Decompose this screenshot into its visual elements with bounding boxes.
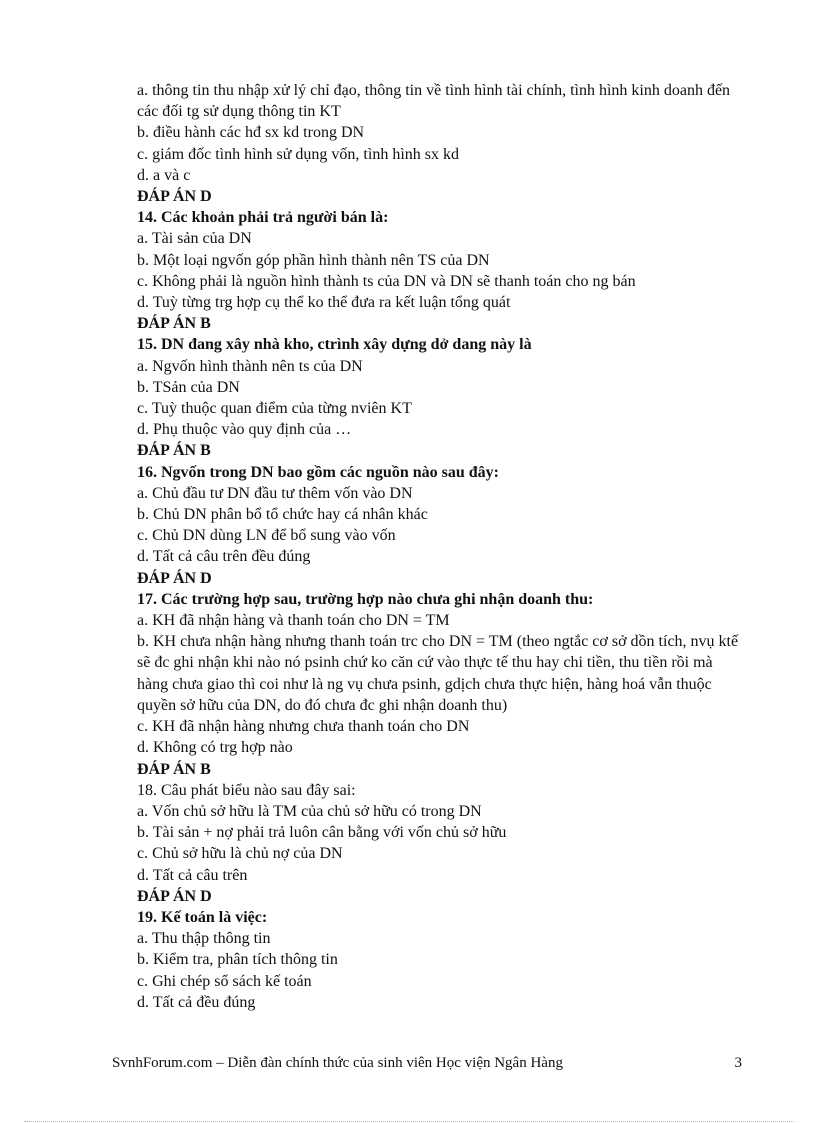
text-line: d. Tất cả câu trên đều đúng	[137, 548, 311, 566]
text-line: d. Tuỳ từng trg hợp cụ thể ko thể đưa ra kết luận tổng quát	[137, 294, 511, 312]
text-line: b. Chủ DN phân bổ tổ chức hay cá nhân khác	[137, 506, 428, 524]
page-footer	[112, 1055, 742, 1072]
page-bottom-divider	[24, 1121, 794, 1122]
heading-line: ĐÁP ÁN B	[137, 442, 211, 460]
text-line: 18. Câu phát biểu nào sau đây sai:	[137, 781, 356, 799]
heading-line: 14. Các khoản phải trả người bán là:	[137, 209, 389, 227]
text-line: a. Vốn chủ sở hữu là TM của chủ sở hữu có trong DN	[137, 802, 482, 820]
heading-line: 16. Ngvốn trong DN bao gồm các nguồn nào sau đây:	[137, 463, 499, 481]
text-line: các đối tg sử dụng thông tin KT	[137, 103, 341, 121]
text-line: d. Phụ thuộc vào quy định của …	[137, 421, 352, 439]
heading-line: 19. Kế toán là việc:	[137, 908, 268, 926]
text-line: c. Chủ sở hữu là chủ nợ của DN	[137, 845, 343, 863]
text-line: b. Một loại ngvốn góp phần hình thành nên TS của DN	[137, 251, 490, 269]
text-line: c. Tuỳ thuộc quan điểm của từng nviên KT	[137, 400, 412, 418]
text-line: a. Chủ đầu tư DN đầu tư thêm vốn vào DN	[137, 484, 413, 502]
text-line: a. Thu thập thông tin	[137, 930, 271, 948]
text-line: d. Tất cả đều đúng	[137, 993, 256, 1011]
footer-text: SvnhForum.com – Diễn đàn chính thức của sinh viên Học viện Ngân Hàng	[112, 1055, 563, 1071]
heading-line: 17. Các trường hợp sau, trường hợp nào chưa ghi nhận doanh thu:	[137, 590, 594, 608]
text-line: a. Tài sản của DN	[137, 230, 252, 248]
text-line: c. giám đốc tình hình sử dụng vốn, tình hình sx kd	[137, 145, 459, 163]
text-line: d. a và c	[137, 166, 191, 184]
text-line: c. Chủ DN dùng LN để bổ sung vào vốn	[137, 527, 396, 545]
heading-line: ĐÁP ÁN D	[137, 188, 212, 206]
text-line: d. Tất cả câu trên	[137, 866, 248, 884]
text-line: b. Kiểm tra, phân tích thông tin	[137, 951, 338, 969]
page-number: 3	[734, 1055, 742, 1071]
text-line: a. KH đã nhận hàng và thanh toán cho DN = TM	[137, 612, 450, 630]
heading-line: ĐÁP ÁN B	[137, 315, 211, 333]
text-line: b. KH chưa nhận hàng nhưng thanh toán trc cho DN = TM (theo ngtắc cơ sở dồn tích, nvụ ktế sẽ đc ghi nhận khi nào nó psinh chứ ko căn cứ vào thực tế thu hay chi tiền, thu tiền rồi mà hàng chưa giao thì coi như là ng vụ chưa psinh, gdịch chưa thực hiện, hàng hoá vẫn thuộc quyền sở hữu của DN, do đó chưa đc ghi nhận doanh thu)	[137, 633, 739, 714]
heading-line: ĐÁP ÁN D	[137, 887, 212, 905]
text-line: a. thông tin thu nhập xử lý chỉ đạo, thông tin về tình hình tài chính, tình hình kinh doanh đến	[137, 82, 731, 99]
heading-line: 15. DN đang xây nhà kho, ctrình xây dựng dở dang này là	[137, 336, 532, 354]
text-line: c. Ghi chép sổ sách kế toán	[137, 972, 312, 990]
text-line: b. TSản của DN	[137, 378, 240, 396]
text-line: b. Tài sản + nợ phải trả luôn cân bằng với vốn chủ sở hữu	[137, 824, 507, 842]
text-line: d. Không có trg hợp nào	[137, 739, 293, 757]
document-body	[137, 80, 747, 1013]
heading-line: ĐÁP ÁN B	[137, 760, 211, 778]
heading-line: ĐÁP ÁN D	[137, 569, 212, 587]
text-line: c. KH đã nhận hàng nhưng chưa thanh toán cho DN	[137, 718, 470, 736]
text-line: a. Ngvốn hình thành nên ts của DN	[137, 357, 363, 375]
text-line: b. điều hành các hđ sx kd trong DN	[137, 124, 365, 142]
text-line: c. Không phải là nguồn hình thành ts của DN và DN sẽ thanh toán cho ng bán	[137, 272, 636, 290]
